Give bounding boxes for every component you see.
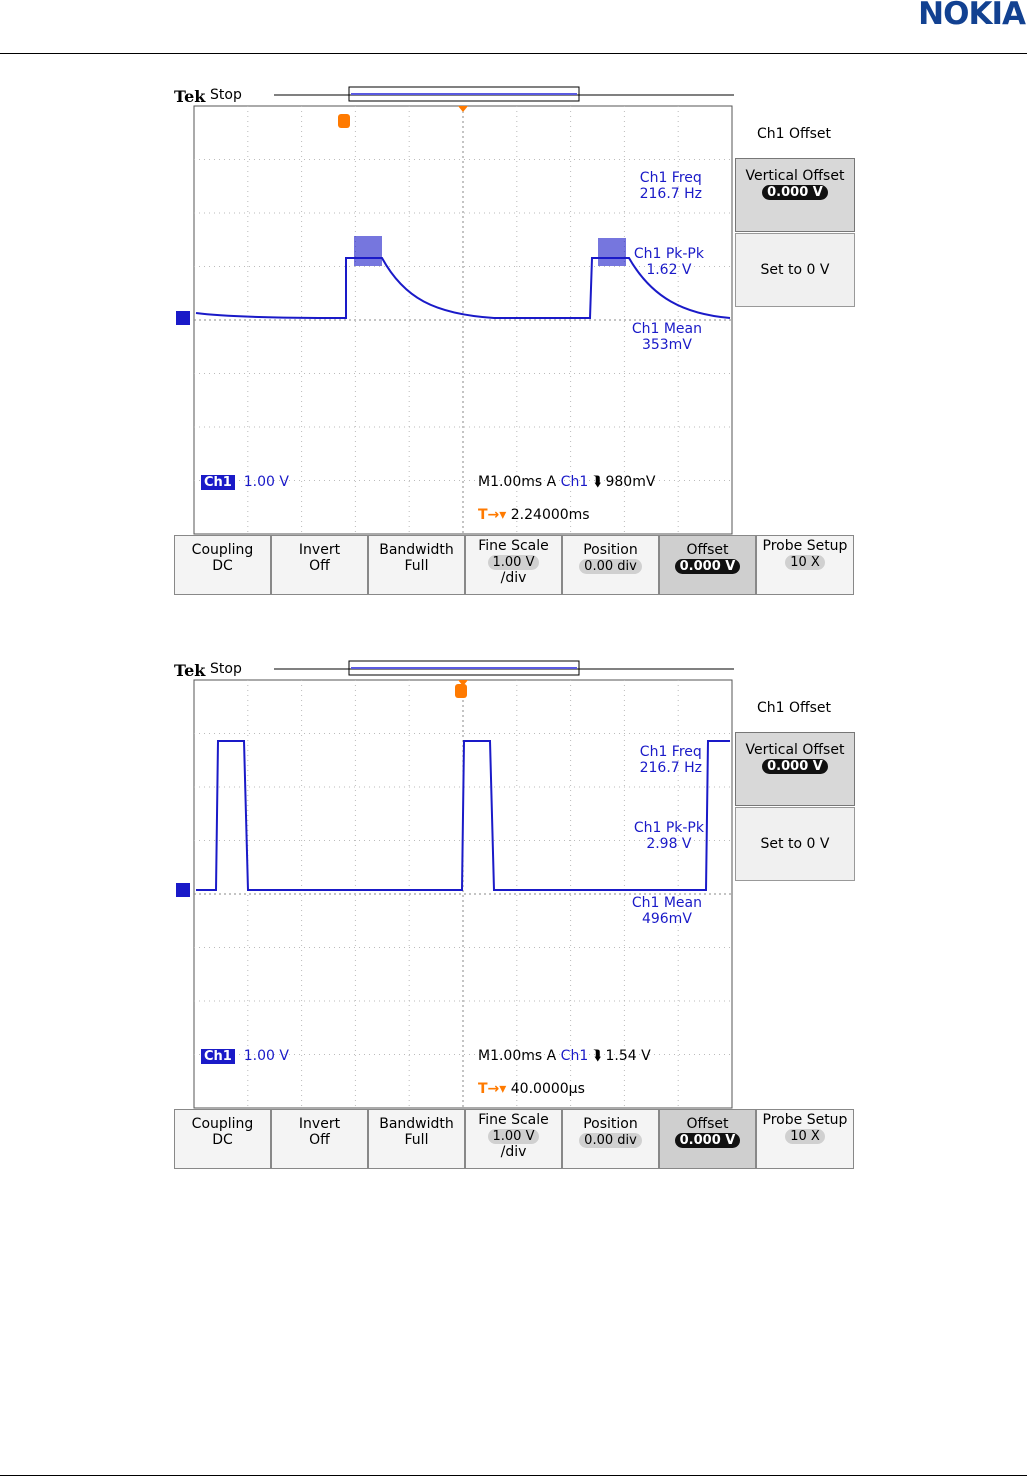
scope-screen-1 [174,78,854,596]
side-menu-title: Ch1 Offset [756,126,832,142]
nokia-logo: NOKIA [918,0,1025,32]
timebase-readout: M1.00ms A Ch1 ⮯ 980mV [478,474,656,490]
bandwidth-button[interactable]: Bandwidth Full [368,535,465,595]
side-menu-title: Ch1 Offset [756,700,832,716]
pkpk-measurement: Ch1 Pk-Pk 1.62 V [633,246,704,278]
channel-scale-readout: Ch1 1.00 V [201,474,289,490]
fine-scale-button[interactable]: Fine Scale 1.00 V /div [465,535,562,595]
bandwidth-button[interactable]: Bandwidth Full [368,1109,465,1169]
header-rule [0,53,1027,54]
position-button[interactable]: Position 0.00 div [562,1109,659,1169]
trigger-delay-icon: T→▾ [478,507,507,523]
freq-measurement: Ch1 Freq 216.7 Hz [639,170,702,202]
freq-measurement: Ch1 Freq 216.7 Hz [639,744,702,776]
position-button[interactable]: Position 0.00 div [562,535,659,595]
coupling-button[interactable]: Coupling DC [174,535,271,595]
mean-measurement: Ch1 Mean 496mV [631,895,702,927]
rising-edge-icon: ⮯ [592,474,602,490]
trigger-delay-readout: T→▾ 2.24000ms [478,507,590,523]
channel-ground-marker [176,883,190,897]
trigger-icon [338,114,350,128]
scope-screen-2 [174,652,854,1170]
set-to-zero-button[interactable]: Set to 0 V [735,807,855,881]
acquisition-status: Stop [210,661,242,677]
fine-scale-button[interactable]: Fine Scale 1.00 V /div [465,1109,562,1169]
burst-noise [598,238,626,266]
channel-ground-marker [176,311,190,325]
vertical-offset-button[interactable]: Vertical Offset 0.000 V [735,158,855,232]
burst-noise [354,236,382,266]
offset-button[interactable]: Offset 0.000 V [659,535,756,595]
invert-button[interactable]: Invert Off [271,1109,368,1169]
channel-scale-readout: Ch1 1.00 V [201,1048,289,1064]
trigger-delay-readout: T→▾ 40.0000µs [478,1081,585,1097]
trigger-delay-icon: T→▾ [478,1081,507,1097]
probe-setup-button[interactable]: Probe Setup 10 X [756,1109,854,1169]
trigger-icon [455,684,467,698]
offset-button[interactable]: Offset 0.000 V [659,1109,756,1169]
tek-brand: Tek [174,87,206,106]
timebase-readout: M1.00ms A Ch1 ⮯ 1.54 V [478,1048,651,1064]
footer-rule [0,1475,1027,1476]
pkpk-measurement: Ch1 Pk-Pk 2.98 V [633,820,704,852]
acquisition-status: Stop [210,87,242,103]
probe-setup-button[interactable]: Probe Setup 10 X [756,535,854,595]
rising-edge-icon: ⮯ [592,1048,602,1064]
tek-brand: Tek [174,661,206,680]
invert-button[interactable]: Invert Off [271,535,368,595]
mean-measurement: Ch1 Mean 353mV [631,321,702,353]
vertical-offset-button[interactable]: Vertical Offset 0.000 V [735,732,855,806]
set-to-zero-button[interactable]: Set to 0 V [735,233,855,307]
coupling-button[interactable]: Coupling DC [174,1109,271,1169]
